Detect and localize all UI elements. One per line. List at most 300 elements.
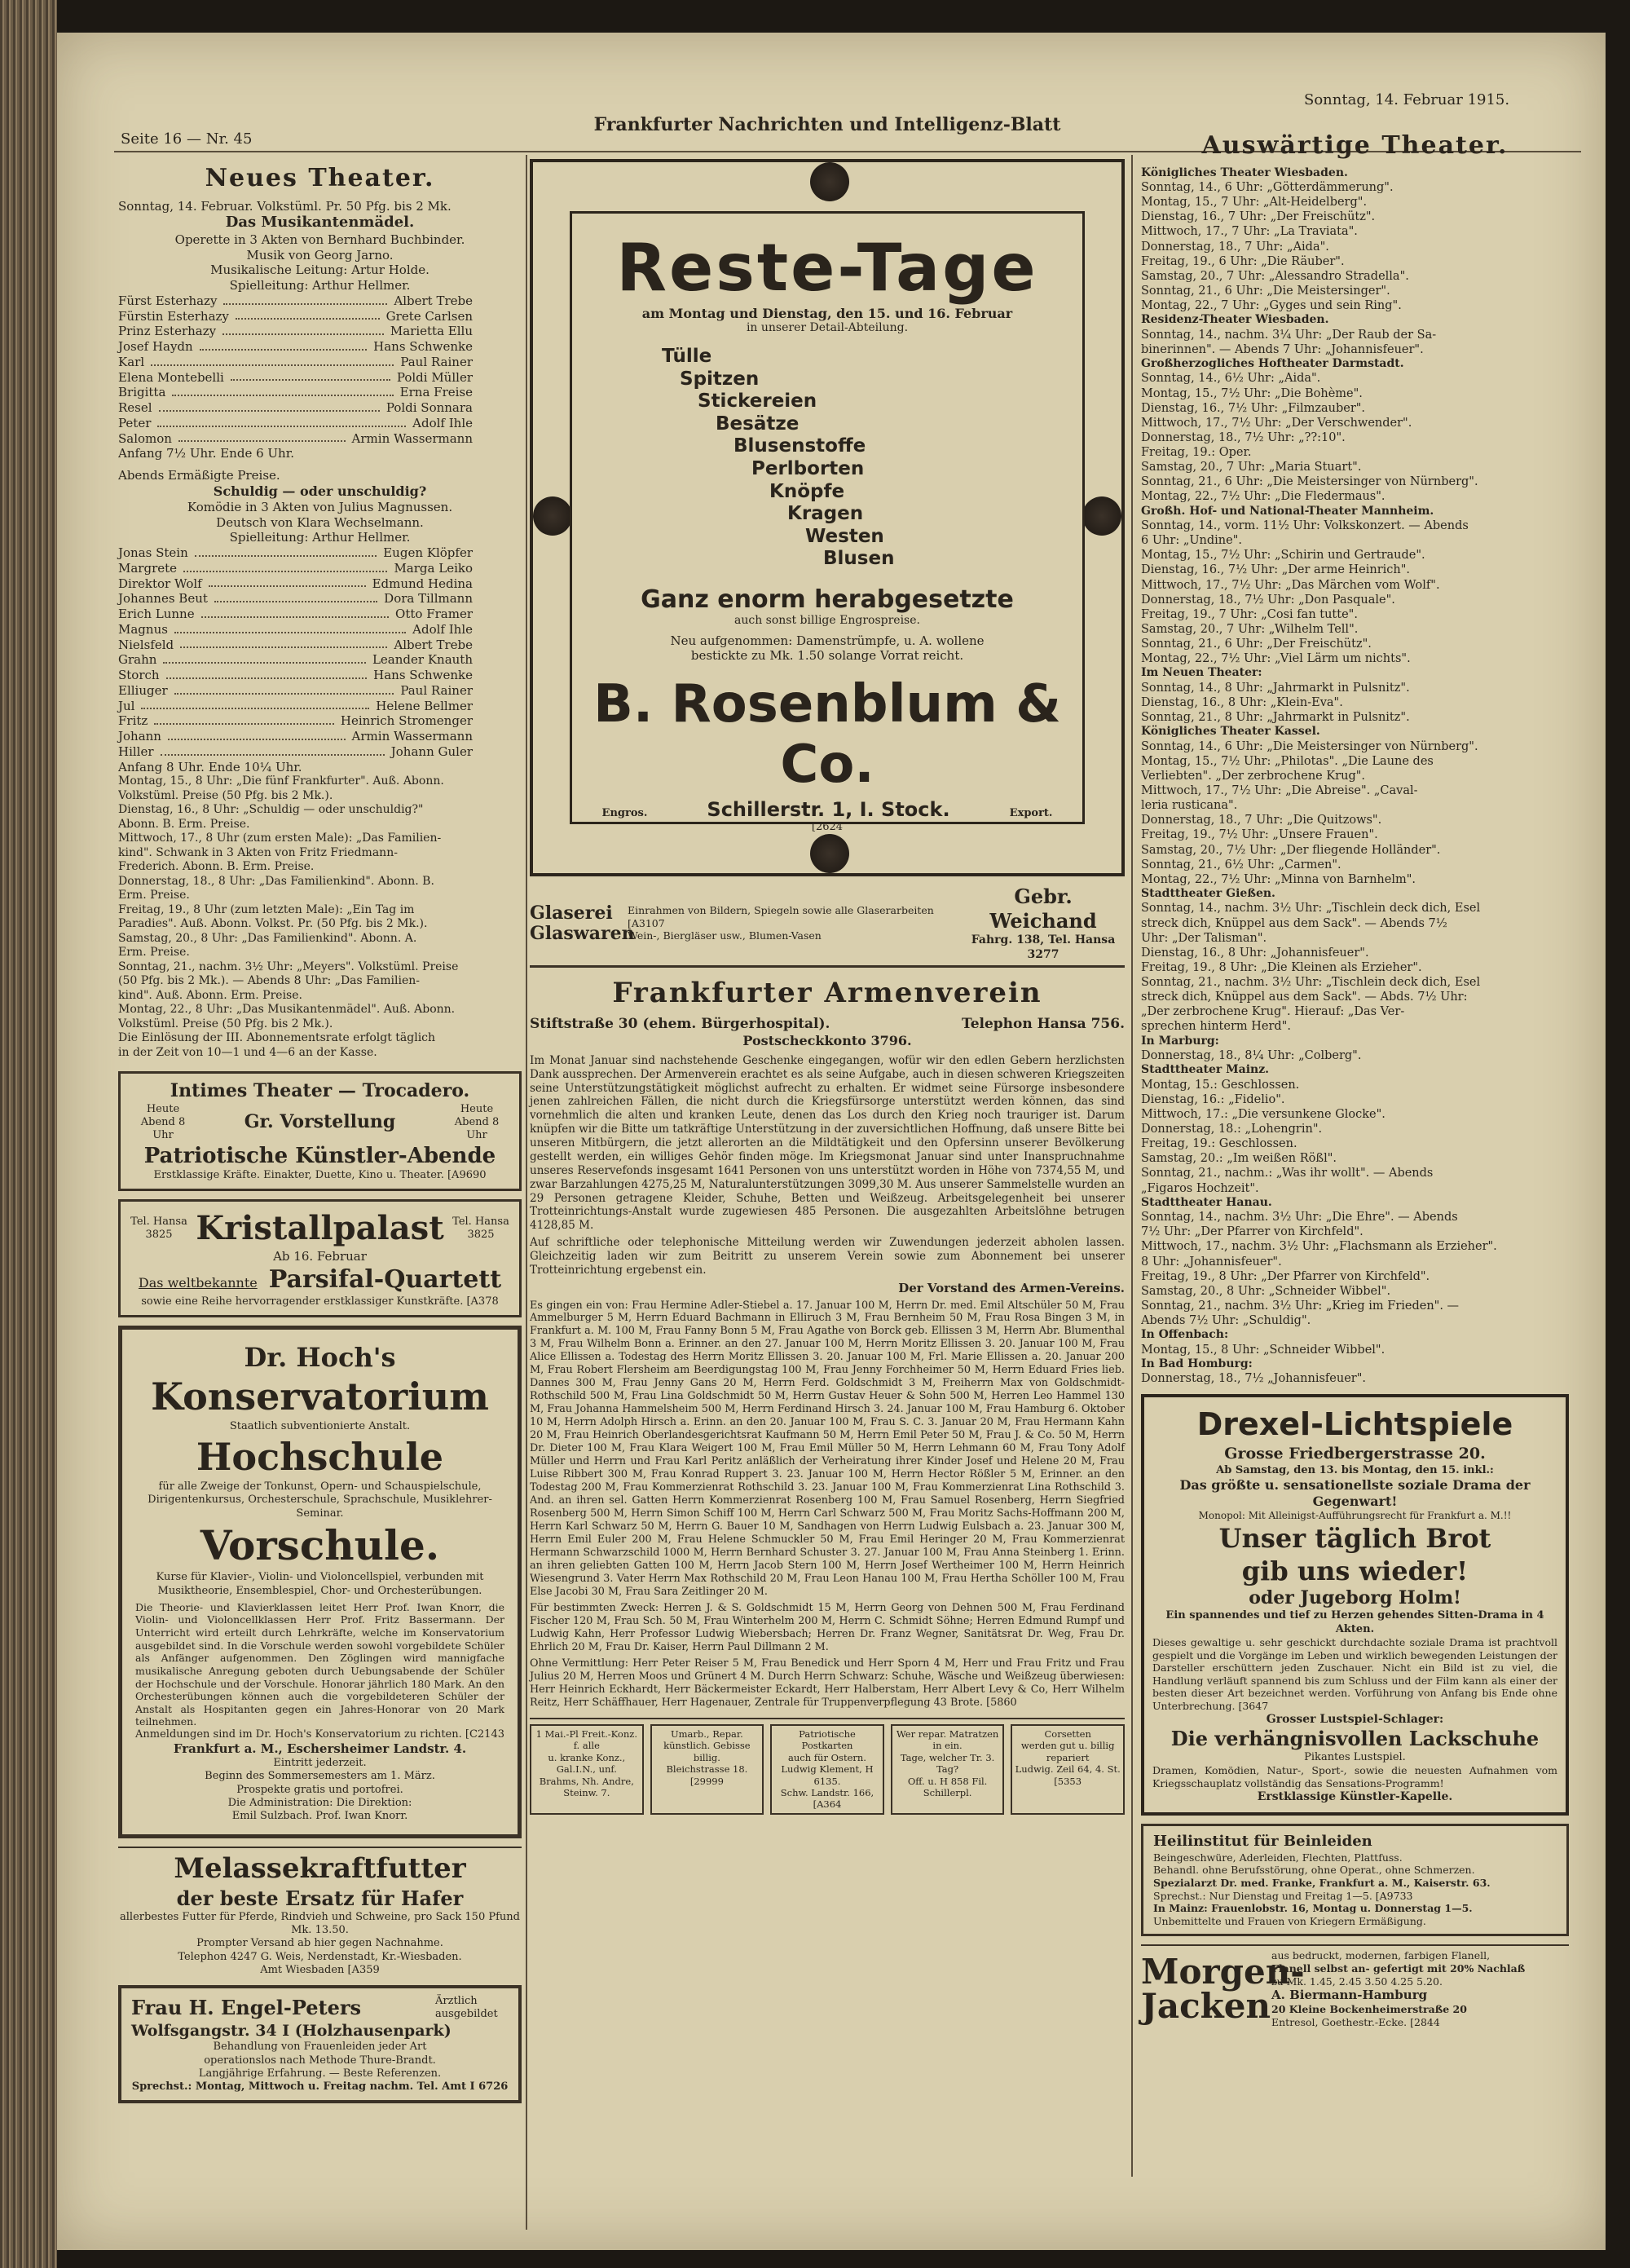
theater-section-head: Königliches Theater Wiesbaden. bbox=[1141, 165, 1348, 179]
weichand-mid2: Wein-, Biergläser usw., Blumen-Vasen bbox=[628, 929, 822, 942]
schedule-line: kind". Auß. Abonn. Erm. Preise. bbox=[118, 988, 302, 1002]
drexel-title: Drexel-Lichtspiele bbox=[1196, 1406, 1513, 1443]
cast-dots bbox=[154, 713, 334, 725]
play2-title: Schuldig — oder unschuldig? bbox=[213, 483, 427, 499]
theater-row: Mittwoch, 17., 7½ Uhr: „Das Märchen vom Wolf". bbox=[1141, 578, 1440, 592]
drexel-oder: oder Jugeborg Holm! bbox=[1249, 1586, 1461, 1608]
theater-row: Abends 7½ Uhr: „Schuldig". bbox=[1141, 1314, 1311, 1327]
goods-item: Westen bbox=[805, 525, 884, 547]
schedule-line: in der Zeit von 10—1 und 4—6 an der Kasse. bbox=[118, 1045, 377, 1059]
theater-row: 6 Uhr: „Undine". bbox=[1141, 534, 1243, 548]
cast-dots bbox=[231, 370, 390, 382]
armenverein-konto: Postscheckkonto 3796. bbox=[742, 1032, 912, 1048]
weichand-name: Gebr. Weichand bbox=[989, 885, 1097, 933]
intimes-left: Heute Abend 8 Uhr bbox=[140, 1102, 186, 1142]
drexel-lichtspiele-ad bbox=[1141, 1394, 1569, 1816]
morgen-firm: A. Biermann-Hamburg bbox=[1271, 1988, 1428, 2003]
heil-l6: Unbemittelte und Frauen von Kriegern Ermäßigung. bbox=[1153, 1914, 1426, 1927]
theater-row: Sonntag, 14., nachm. 3¼ Uhr: „Der Raub der Sa- bbox=[1141, 328, 1437, 342]
cast-role: Peter bbox=[118, 415, 152, 430]
theater-row: Montag, 15., 8 Uhr: „Schneider Wibbel". bbox=[1141, 1343, 1386, 1357]
heil-title: Heilinstitut für Beinleiden bbox=[1153, 1833, 1372, 1851]
schedule-line: Montag, 22., 8 Uhr: „Das Musikantenmädel". Auß. Abonn. bbox=[118, 1003, 456, 1017]
hoch-eintritt: Eintritt jederzeit. bbox=[273, 1757, 367, 1769]
cast-actor: Dora Tillmann bbox=[384, 591, 473, 607]
goods-item: Kragen bbox=[787, 503, 864, 525]
armenverein-title: Frankfurter Armenverein bbox=[612, 977, 1042, 1009]
drexel-film2: Die verhängnisvollen Lackschuhe bbox=[1170, 1727, 1540, 1751]
column-right bbox=[1141, 130, 1569, 2028]
cast-dots bbox=[200, 339, 367, 351]
cast-role: Storch bbox=[118, 668, 160, 682]
auswaertige-title: Auswärtige Theater. bbox=[1201, 131, 1509, 160]
hoch-adm: Die Administration: Die Direktion: bbox=[227, 1796, 412, 1809]
theater-row: Dienstag, 16.: „Fidelio". bbox=[1141, 1092, 1285, 1106]
theater-row: Samstag, 20., 7 Uhr: „Wilhelm Tell". bbox=[1141, 622, 1359, 636]
kristall-title: Kristallpalast bbox=[196, 1209, 444, 1248]
small-ad bbox=[891, 1724, 1005, 1815]
konservatorium-ad bbox=[118, 1326, 522, 1839]
small-ad-line: auch für Ostern. bbox=[788, 1751, 866, 1763]
small-ad-line: Wer repar. Matratzen in ein. bbox=[896, 1728, 999, 1752]
small-ad bbox=[530, 1724, 644, 1815]
hoch-body: Die Theorie- und Klavierklassen leitet Herr Prof. Iwan Knorr, die Violin- und Violoncellklassen Herr Prof. Fritz Bassermann. Der Unterricht wird erteilt durch Lehrkräfte, welche im Konservatorium ausgebildet sind. In die Vorschule werden sowohl vorgebildete Schüler als Anfänger aufgenommen. Den Zöglingen wird mannigfache musikalische Anregung geboten durch Uebungsabende der Schüler der Hochschule und der Vorschule. Honorar jährlich 180 Mark. An den Orchesterübungen können auch die vorgebildeteren Schüler der Anstalt als Hospitanten gegen ein Jahres-Honorar von 20 Mark teilnehmen. bbox=[135, 1600, 504, 1728]
newspaper-title: Frankfurter Nachrichten und Intelligenz-Blatt bbox=[593, 114, 1061, 135]
cast-actor: Albert Trebe bbox=[394, 293, 473, 308]
cast-role: Fritz bbox=[118, 713, 148, 729]
drexel-film1: Unser täglich Brot bbox=[1218, 1522, 1491, 1554]
cast-role: Nielsfeld bbox=[118, 637, 174, 652]
cast-role: Prinz Esterhazy bbox=[118, 324, 217, 339]
theater-row: Sonntag, 14., 6 Uhr: „Die Meistersinger von Nürnberg". bbox=[1141, 739, 1478, 753]
schedule-line: Abonn. B. Erm. Preise. bbox=[118, 817, 250, 831]
cast-actor: Albert Trebe bbox=[394, 637, 473, 652]
hoch-names: Emil Sulzbach. Prof. Iwan Knorr. bbox=[231, 1810, 408, 1822]
weichand-mid1: Einrahmen von Bildern, Spiegeln sowie alle Glaserarbeiten [A3107 bbox=[628, 904, 934, 929]
schedule-line: Freitag, 19., 8 Uhr (zum letzten Male): „Ein Tag im bbox=[118, 902, 415, 916]
hoch-hochschule: Hochschule bbox=[196, 1434, 444, 1479]
credit-line: Deutsch von Klara Wechselmann. bbox=[216, 514, 424, 530]
cast-row bbox=[118, 385, 473, 400]
cast-dots bbox=[209, 576, 366, 588]
theater-row: streck dich, Knüppel aus dem Sack". — Abds. 7½ Uhr: bbox=[1141, 991, 1468, 1004]
goods-item: Blusen bbox=[823, 548, 895, 570]
theater-row: Mittwoch, 17., nachm. 3½ Uhr: „Flachsmann als Erzieher". bbox=[1141, 1240, 1497, 1254]
melasse-l2: Telephon 4247 G. Weis, Nerdenstadt, Kr.-Wiesbaden. bbox=[178, 1950, 462, 1963]
cast-role: Johannes Beut bbox=[118, 591, 208, 607]
hoch-prosp: Prospekte gratis und portofrei. bbox=[236, 1783, 403, 1796]
cast-actor: Helene Bellmer bbox=[376, 698, 473, 713]
cast-row bbox=[118, 324, 473, 339]
drexel-monopol: Monopol: Mit Alleinigst-Aufführungsrecht für Frankfurt a. M.!! bbox=[1198, 1509, 1512, 1521]
cast-role: Elliuger bbox=[118, 682, 168, 698]
play2-credits bbox=[118, 500, 522, 545]
cast-role: Hiller bbox=[118, 743, 154, 759]
theater-section-head: Im Neuen Theater: bbox=[1141, 666, 1262, 680]
theater-row: Samstag, 20.: „Im weißen Rößl". bbox=[1141, 1152, 1337, 1166]
theater-row: Verliebten". „Der zerbrochene Krug". bbox=[1141, 769, 1366, 783]
kristall-big: Parsifal-Quartett bbox=[268, 1265, 502, 1294]
schedule-line: Erm. Preise. bbox=[118, 889, 190, 902]
theater-row: Freitag, 19., 8 Uhr: „Der Pfarrer von Kirchfeld". bbox=[1141, 1269, 1430, 1283]
cast-row bbox=[118, 339, 473, 355]
cast-row bbox=[118, 355, 473, 370]
cast-actor: Armin Wassermann bbox=[351, 729, 473, 743]
drexel-desc3: Dramen, Komödien, Natur-, Sport-, sowie die neuesten Aufnahmen vom Kriegsschauplatz vollständig das Sensations-Programm! bbox=[1152, 1764, 1557, 1789]
cast-actor: Hans Schwenke bbox=[373, 339, 473, 354]
intimes-foot: Erstklassige Kräfte. Einakter, Duette, Kino u. Theater. [A9690 bbox=[153, 1169, 487, 1181]
drexel-dates: Ab Samstag, den 13. bis Montag, den 15. inkl.: bbox=[1216, 1463, 1494, 1476]
credit-line: Musikalische Leitung: Artur Holde. bbox=[210, 263, 430, 278]
cast-actor: Erna Freise bbox=[399, 385, 473, 400]
cast-actor: Eugen Klöpfer bbox=[383, 545, 473, 560]
cast-row bbox=[118, 638, 473, 653]
theater-row: Freitag, 19.: Oper. bbox=[1141, 446, 1252, 459]
column-rule-2 bbox=[1131, 155, 1133, 2177]
melasse-sub: der beste Ersatz für Hafer bbox=[176, 1886, 464, 1910]
theater-section-head: Königliches Theater Kassel. bbox=[1141, 725, 1320, 739]
drexel-film2b: Pikantes Lustspiel. bbox=[1304, 1751, 1406, 1764]
morgenjacken-ad bbox=[1141, 1944, 1569, 2028]
cast-row bbox=[118, 400, 473, 416]
reste-sub3: auch sonst billige Engrospreise. bbox=[734, 613, 920, 627]
theater-row: „Der zerbrochene Krug". Hierauf: „Das Ver- bbox=[1141, 1005, 1405, 1019]
cast-dots bbox=[201, 607, 389, 618]
theater-row: 7½ Uhr: „Der Pfarrer von Kirchfeld". bbox=[1141, 1225, 1363, 1239]
decor-dot-left bbox=[533, 496, 572, 536]
hoch-sub: Staatlich subventionierte Anstalt. bbox=[229, 1420, 411, 1433]
hoch-anm: Anmeldungen sind im Dr. Hoch's Konservatorium zu richten. [C2143 bbox=[135, 1728, 504, 1741]
reste-goods-list bbox=[572, 346, 1082, 571]
heil-l5: In Mainz: Frauenlobstr. 16, Montag u. Donnerstag 1—5. bbox=[1153, 1902, 1473, 1915]
small-ad-line: u. kranke Konz., Gal.I.N., unf. bbox=[548, 1751, 626, 1776]
cast-actor: Otto Framer bbox=[395, 607, 473, 621]
schedule-line: (50 Pfg. bis 2 Mk.). — Abends 8 Uhr: „Das Familien- bbox=[118, 974, 421, 988]
date-line: Sonntag, 14. Februar. Volkstüml. Pr. 50 Pfg. bis 2 Mk. bbox=[118, 198, 452, 214]
cast-actor: Poldi Sonnara bbox=[385, 400, 473, 415]
cast-role: Erich Lunne bbox=[118, 607, 195, 621]
cast-row bbox=[118, 370, 473, 386]
cast-row bbox=[118, 652, 473, 668]
small-ad bbox=[1011, 1724, 1125, 1815]
column-middle bbox=[530, 885, 1125, 1815]
schedule-line: Samstag, 20., 8 Uhr: „Das Familienkind". Abonn. A. bbox=[118, 931, 417, 945]
theater-row: Sonntag, 21., 6½ Uhr: „Carmen". bbox=[1141, 858, 1341, 871]
morgen-l1: aus bedruckt, modernen, farbigen Flanell, bbox=[1271, 1949, 1491, 1962]
theater-row: Mittwoch, 17., 7 Uhr: „La Traviata". bbox=[1141, 225, 1358, 239]
theater-row: Dienstag, 16., 8 Uhr: „Johannisfeuer". bbox=[1141, 946, 1369, 960]
weichand-left2: Glaswaren bbox=[530, 922, 635, 944]
cast-row bbox=[118, 607, 473, 622]
theater-row: Dienstag, 16., 7 Uhr: „Der Freischütz". bbox=[1141, 210, 1376, 224]
reste-export: Export. bbox=[1009, 806, 1053, 819]
decor-dot-top bbox=[810, 162, 849, 201]
theater-row: Sonntag, 14., 6 Uhr: „Götterdämmerung". bbox=[1141, 181, 1394, 194]
theater-row: Montag, 15., 7½ Uhr: „Schirin und Gertraude". bbox=[1141, 549, 1425, 563]
cast-actor: Grete Carlsen bbox=[385, 308, 473, 324]
intimes-title: Intimes Theater — Trocadero. bbox=[170, 1080, 470, 1102]
theater-row: Sonntag, 14., nachm. 3½ Uhr: „Tischlein deck dich, Esel bbox=[1141, 902, 1481, 916]
theater-row: Freitag, 19., 6 Uhr: „Die Räuber". bbox=[1141, 254, 1345, 268]
theater-row: Freitag, 19., 7 Uhr: „Cosi fan tutte". bbox=[1141, 607, 1358, 621]
cast-role: Jonas Stein bbox=[118, 545, 188, 560]
weichand-left1: Glaserei bbox=[530, 902, 613, 924]
heil-l1: Beingeschwüre, Aderleiden, Flechten, Plattfuss. bbox=[1153, 1851, 1403, 1864]
theater-row: Montag, 22., 7 Uhr: „Gyges und sein Ring". bbox=[1141, 299, 1402, 312]
small-ad-line: 1 Mai.-Pl Freit.-Konz. f. alle bbox=[535, 1728, 637, 1752]
goods-item: Spitzen bbox=[680, 368, 760, 390]
decor-dot-right bbox=[1082, 496, 1121, 536]
hoch-title: Konservatorium bbox=[151, 1374, 489, 1419]
cast-row bbox=[118, 416, 473, 431]
theater-row: Samstag, 20., 7 Uhr: „Alessandro Stradella". bbox=[1141, 269, 1409, 283]
cast-actor: Paul Rainer bbox=[400, 354, 473, 369]
hoch-hs-text: für alle Zweige der Tonkunst, Opern- und Schauspielschule, Dirigentenkursus, Orchesterschule, Sprachschule, Musiklehrer-Seminar. bbox=[148, 1480, 492, 1520]
cast-row bbox=[118, 576, 473, 592]
schedule-line: Sonntag, 21., nachm. 3½ Uhr: „Meyers". Volkstüml. Preise bbox=[118, 960, 459, 973]
theater-row: Sonntag, 21., nachm. 3½ Uhr: „Krieg im Frieden". — bbox=[1141, 1299, 1460, 1313]
kristall-tel-left: Tel. Hansa 3825 bbox=[130, 1216, 187, 1242]
cast-row bbox=[118, 713, 473, 729]
cast-row bbox=[118, 591, 473, 607]
theater-row: Dienstag, 16., 7½ Uhr: „Filmzauber". bbox=[1141, 401, 1366, 415]
weichand-addr: Fahrg. 138, Tel. Hansa 3277 bbox=[971, 933, 1116, 961]
small-ad bbox=[770, 1724, 884, 1815]
hoch-vorschule: Vorschule. bbox=[200, 1520, 440, 1569]
reste-code: [2624 bbox=[811, 820, 844, 833]
goods-item: Blusenstoffe bbox=[734, 435, 866, 457]
cast-role: Direktor Wolf bbox=[118, 576, 202, 591]
cast-dots bbox=[151, 355, 394, 366]
cast-dots bbox=[172, 385, 393, 396]
theater-row: Montag, 15.: Geschlossen. bbox=[1141, 1078, 1300, 1092]
theater-row: Sonntag, 14., vorm. 11½ Uhr: Volkskonzert. — Abends bbox=[1141, 519, 1469, 532]
cast-list-1 bbox=[118, 293, 522, 447]
drexel-drama: Das größte u. sensationellste soziale Drama der Gegenwart! bbox=[1179, 1476, 1531, 1509]
theater-row: Mittwoch, 17.: „Die versunkene Glocke". bbox=[1141, 1107, 1386, 1121]
cast-actor: Adolf Ihle bbox=[412, 621, 473, 637]
heilinstitut-ad bbox=[1141, 1824, 1569, 1936]
theater-row: Sonntag, 21., nachm.: „Was ihr wollt". — Abends bbox=[1141, 1167, 1434, 1180]
cast-dots bbox=[159, 400, 380, 412]
schedule-line: Donnerstag, 18., 8 Uhr: „Das Familienkind". Abonn. B. bbox=[118, 874, 434, 888]
reste-engros: Engros. bbox=[601, 806, 648, 819]
intimes-right: Heute Abend 8 Uhr bbox=[454, 1102, 500, 1142]
theater-row: Montag, 22., 7½ Uhr: „Minna von Barnhelm". bbox=[1141, 872, 1416, 886]
theater-row: Sonntag, 21., 6 Uhr: „Die Meistersinger von Nürnberg". bbox=[1141, 475, 1478, 489]
engel-addr: Wolfsgangstr. 34 I (Holzhausenpark) bbox=[131, 2021, 452, 2040]
cast-list-2 bbox=[118, 545, 522, 760]
cast-dots bbox=[161, 744, 385, 756]
goods-item: Tülle bbox=[662, 346, 712, 367]
reste-title: Reste-Tage bbox=[616, 230, 1038, 306]
engel-t1: Behandlung von Frauenleiden jeder Art bbox=[213, 2041, 427, 2054]
reste-neu2: bestickte zu Mk. 1.50 solange Vorrat reicht. bbox=[690, 647, 964, 663]
small-ad-line: Umarb., Repar. bbox=[670, 1728, 743, 1741]
credit-line: Spielleitung: Arthur Hellmer. bbox=[229, 530, 411, 545]
cast-actor: Poldi Müller bbox=[396, 369, 473, 385]
cast-row bbox=[118, 309, 473, 324]
theater-section-head: Residenz-Theater Wiesbaden. bbox=[1141, 313, 1329, 327]
cast-role: Margrete bbox=[118, 560, 178, 576]
abends-line: Abends Ermäßigte Preise. bbox=[118, 468, 280, 483]
armenverein-signature: Der Vorstand des Armen-Vereins. bbox=[898, 1280, 1125, 1295]
heil-l4: Sprechst.: Nur Dienstag und Freitag 1—5. [A9733 bbox=[1153, 1889, 1413, 1902]
decor-dot-bottom bbox=[810, 834, 849, 873]
reste-sub2: in unserer Detail-Abteilung. bbox=[746, 321, 909, 334]
theater-row: Mittwoch, 17., 7½ Uhr: „Der Verschwender". bbox=[1141, 416, 1412, 430]
cast-dots bbox=[166, 668, 368, 679]
cast-role: Elena Montebelli bbox=[118, 369, 224, 385]
cast-row bbox=[118, 744, 473, 760]
kristall-foot: sowie eine Reihe hervorragender erstklassiger Kunstkräfte. [A378 bbox=[141, 1295, 499, 1308]
armenverein-tel: Telephon Hansa 756. bbox=[962, 1015, 1125, 1032]
cast-row bbox=[118, 622, 473, 638]
cast-actor: Marga Leiko bbox=[394, 560, 473, 576]
drexel-film1b: gib uns wieder! bbox=[1241, 1555, 1469, 1586]
goods-item: Perlborten bbox=[751, 457, 865, 479]
drexel-schlager: Grosser Lustspiel-Schlager: bbox=[1266, 1712, 1444, 1726]
theater-row: Donnerstag, 18., 7 Uhr: „Die Quitzows". bbox=[1141, 814, 1382, 827]
cast-actor: Hans Schwenke bbox=[373, 668, 473, 682]
theater-row: Donnerstag, 18., 8¼ Uhr: „Colberg". bbox=[1141, 1049, 1362, 1062]
theater-row: Donnerstag, 18., 7 Uhr: „Aida". bbox=[1141, 240, 1329, 254]
credit-line: Komödie in 3 Akten von Julius Magnussen. bbox=[187, 499, 453, 514]
schedule-line: Volkstüml. Preise (50 Pfg. bis 2 Mk.). bbox=[118, 1017, 333, 1030]
cast-role: Magnus bbox=[118, 621, 168, 637]
cast-dots bbox=[157, 416, 406, 427]
cast-role: Johann bbox=[118, 729, 161, 743]
theater-row: Freitag, 19., 7½ Uhr: „Unsere Frauen". bbox=[1141, 828, 1378, 842]
morgen-l3: zu Mk. 1.45, 2.45 3.50 4.25 5.20. bbox=[1271, 1975, 1443, 1988]
theater-section-head: Stadttheater Mainz. bbox=[1141, 1063, 1270, 1077]
theater-row: Donnerstag, 18., 7½ Uhr: „Don Pasquale". bbox=[1141, 593, 1395, 607]
theater-section-head: In Bad Homburg: bbox=[1141, 1357, 1253, 1370]
issue-date: Sonntag, 14. Februar 1915. bbox=[1304, 91, 1510, 108]
engel-name: Frau H. Engel-Peters bbox=[131, 1996, 362, 2020]
goods-item: Stickereien bbox=[698, 391, 817, 413]
cast-actor: Adolf Ihle bbox=[412, 415, 473, 430]
reste-inner-frame bbox=[570, 211, 1085, 833]
schedule-line: Paradies". Auß. Abonn. Volkst. Pr. (50 Pfg. bis 2 Mk.). bbox=[118, 917, 428, 931]
armenverein-ohne: Ohne Vermittlung: Herr Peter Reiser 5 M, Frau Benedick und Herr Sporn 4 M, Herr und Frau Fritz und Frau Julius 20 M, Herren Moos und Grünert 4 M. Durch Herrn Schwarz: Schuhe, Wäsche und Weißzeug überwiesen: Herr Heinrich Eckhardt, Herr Bäckermeister Eckardt, Herr Halberstam, Herr Albert Levy & Co, Herr Wilhelm Reitz, Herr Schäffhauer, Herr Hagenauer, Zentrale für Truppenverpflegung 43 Brote. [5860 bbox=[530, 1657, 1125, 1710]
schedule-line: Volkstüml. Preise (50 Pfg. bis 2 Mk.). bbox=[118, 788, 333, 802]
cast-row bbox=[118, 668, 473, 683]
theater-section-head: Großh. Hof- und National-Theater Mannheim. bbox=[1141, 504, 1434, 518]
engel-t2: operationslos nach Methode Thure-Brandt. bbox=[204, 2054, 436, 2067]
cast-dots bbox=[168, 729, 346, 740]
hoch-addr: Frankfurt a. M., Eschersheimer Landstr. 4. bbox=[173, 1741, 467, 1757]
engel-side: Ärztlich ausgebildet bbox=[435, 1995, 498, 2021]
small-ad-line: Ludwig Klement, H 6135. bbox=[781, 1763, 874, 1787]
hoch-beginn: Beginn des Sommersemesters am 1. März. bbox=[205, 1770, 435, 1783]
small-ad-line: Brahms, Nh. Andre, Steinw. 7. bbox=[539, 1775, 634, 1798]
credit-line: Operette in 3 Akten von Bernhard Buchbinder. bbox=[174, 232, 465, 247]
cast-dots bbox=[236, 309, 380, 320]
armenverein-intro2: Auf schriftliche oder telephonische Mitteilung werden wir Zuwendungen jederzeit abholen lassen. Gleichzeitig laden wir zum Beitritt zu unserem Verein sowie zum Abonnement bei unserer Trotteinrichtung ergebenst ein. bbox=[530, 1236, 1125, 1277]
drexel-kapelle: Erstklassige Künstler-Kapelle. bbox=[1257, 1789, 1453, 1803]
cast-row bbox=[118, 545, 473, 561]
cast-dots bbox=[222, 324, 384, 335]
theater-row: binerinnen". — Abends 7 Uhr: „Johannisfeuer". bbox=[1141, 342, 1424, 356]
engel-t3: Langjährige Erfahrung. — Beste Referenzen. bbox=[198, 2067, 442, 2080]
cast-role: Salomon bbox=[118, 430, 172, 446]
drexel-addr: Grosse Friedbergerstrasse 20. bbox=[1224, 1444, 1486, 1463]
cast-role: Fürstin Esterhazy bbox=[118, 308, 229, 324]
theater-row: Dienstag, 16., 8 Uhr: „Klein-Eva". bbox=[1141, 695, 1343, 709]
cast-actor: Heinrich Stromenger bbox=[340, 713, 473, 729]
cast-role: Josef Haydn bbox=[118, 339, 193, 354]
play1-credits bbox=[118, 232, 522, 293]
heil-l2: Behandl. ohne Berufsstörung, ohne Operat., ohne Schmerzen. bbox=[1153, 1864, 1475, 1877]
schedule-line: Frederich. Abonn. B. Erm. Preise. bbox=[118, 860, 315, 874]
morgen-big2: Jacken bbox=[1141, 1985, 1271, 2026]
cast-row bbox=[118, 431, 473, 447]
theater-row: Samstag, 20., 7½ Uhr: „Der fliegende Holländer". bbox=[1141, 843, 1441, 857]
melasse-title: Melassekraftfutter bbox=[174, 1852, 466, 1886]
intimes-big: Patriotische Künstler-Abende bbox=[143, 1143, 496, 1168]
kristall-left: Das weltbekannte bbox=[138, 1275, 258, 1291]
cast-row bbox=[118, 729, 473, 744]
auswaertige-listings bbox=[1141, 166, 1569, 1387]
cast-role: Brigitta bbox=[118, 385, 166, 400]
column-left bbox=[118, 163, 522, 2111]
small-ad bbox=[650, 1724, 764, 1815]
armenverein-intro: Im Monat Januar sind nachstehende Geschenke eingegangen, wofür wir den edlen Gebern herzlichsten Dank aussprechen. Der Armenverein erachtet es als seine Aufgabe, auch in diesen schweren Kriegszeiten seine Unterstützungstätigkeit möglichst aufrecht zu erhalten. Er widmet seine Fürsorge insbesondere jenen zahlreichen Fällen, die nicht durch die Kriegsfürsorge unterstützt werden können, das sind vornehmlich die alten und kranken Leute, denen das Los durch den Krieg noch trauriger ist. Darum knüpfen wir die Bitte um tatkräftige Unterstützung in der zuversichtlichen Hoffnung, daß unsere Bitte bei unseren Mitbürgern, die jetzt allerorten an die Mildtätigkeit und den Opfersinn unserer Bevölkerung gestellt werden, ein williges Gehör finden möge. Im Kriegsmonat Januar sind unter Inanspruchnahme unseres Reservefonds insgesamt 1641 Personen von uns unterstützt worden in Höhe von 7374,55 M, und zwar Barzahlungen 4275,25 M, Naturalunterstützungen 3099,30 M. Aus unserer Sammelstelle wurden an 29 Personen getragene Kleider, Schuhe, Betten und Weißzeug. Arbeitsgelegenheit bei unserer Trotteinrichtungs-Anstalt wurde zugewiesen 485 Personen. Die ausgezahlten Arbeitslöhne betrugen 4128,85 M. bbox=[530, 1053, 1125, 1233]
reste-firm: B. Rosenblum & Co. bbox=[593, 673, 1061, 795]
cast-dots bbox=[174, 622, 406, 633]
theater-row: streck dich, Knüppel aus dem Sack". — Abends 7½ bbox=[1141, 916, 1447, 930]
theater-row: „Figaros Hochzeit". bbox=[1141, 1181, 1259, 1195]
melasse-l1: Prompter Versand ab hier gegen Nachnahme. bbox=[196, 1937, 443, 1950]
small-ad-line: Schw. Landstr. 166, [A364 bbox=[780, 1786, 874, 1811]
theater-row: Montag, 22., 7½ Uhr: „Viel Lärm um nichts". bbox=[1141, 652, 1411, 666]
cast-dots bbox=[195, 545, 377, 557]
theater-row: Donnerstag, 18., 7½ „Johannisfeuer". bbox=[1141, 1372, 1366, 1386]
cast-role: Karl bbox=[118, 354, 145, 369]
cast-role: Resel bbox=[118, 400, 152, 415]
schedule-line: Montag, 15., 8 Uhr: „Die fünf Frankfurter". Auß. Abonn. bbox=[118, 774, 444, 788]
theater-row: Dienstag, 16., 7½ Uhr: „Der arme Heinrich". bbox=[1141, 563, 1411, 577]
hoch-name: Dr. Hoch's bbox=[244, 1341, 396, 1373]
armenverein-gifts: Es gingen ein von: Frau Hermine Adler-Stiebel a. 17. Januar 100 M, Herrn Dr. med. Emil Altschüler 50 M, Frau Ammelburger 5 M, Herrn Eduard Bachmann in Elliruch 3 M, Frau Bernheim 50 M, Frau Rosa Bingen 3 M, in Frankfurt a. M. 100 M, Frau Fanny Bonn 5 M, Frau Agathe von Borck geb. Ellissen 3 M, Herrn Abr. Blumenthal 3 M, Frau Wilhelm Bonn a. Erinner. an den 27. Januar 100 M, Herrn Moritz Ellissen 3. 20. Januar 100 M, Frau Alice Ellissen a. Todestag des Herrn Moritz Ellissen 3. 20. Januar 100 M, Frl. Marie Ellissen a. 20. Januar 200 M, Frau Robert Flersheim am Beerdigungstag 100 M, Frau Jenny Forchheimer 50 M, Herrn Eduard Fries lieb. Dannes 300 M, Frau Jenny Gans 20 M, Herrn Ferd. Goldschmidt 3 M, Freiherrn Max von Goldschmidt-Rothschild 500 M, Frau Lina Goldschmidt 50 M, Herrn Gustav Heuer & Sohn 500 M, Herren Leo Hammel 130 M, Frau Johanna Hammelsheim 500 M, Herrn Ferdinand Hirsch 3. 24. Januar 100 M, Frau Hamburg 6. Oktober 10 M, Herrn Adolph Hirsch a. Erinn. an den 20. Januar 100 M, Frau S. C. 3. Januar 20 M, Frau Hermann Kahn 20 M, Frau Heinrich Oberlandesgerichtsrat Kaufmann 50 M, Herrn Emil Peter 50 M, Frau J. & Co. 50 M, Herrn Dr. Dieter 100 M, Frau Klara Weigert 100 M, Frau Emil Müller 50 M, Herrn Lehmann 60 M, Frau Tony Adolf Müller und Herrn und Frau Karl Peritz anläßlich der Verheiratung ihrer Kinder Josef und Helene 20 M, Frau Luise Ribbert 300 M, Frau Konrad Ruppert 3. 23. Januar 100 M, Herrn Hector Rößler 5 M, Erinner. an den Todestag 200 M, Frau Kommerzienrat Rothschild 3. 23. Januar 100 M, Frau Kommerzienrat Lina Rothschild 3. And. an ihren sel. Gatten Herrn Kommerzienrat Rosenberg 100 M, Frau Samuel Rosenberg, Herrn Siegfried Rosenberg 500 M, Herrn Simon Schiff 100 M, Herrn Carl Schwarz 500 M, Frau Moritz Sachs-Hoffmann 200 M, Herrn Karl Schwarz 50 M, Herrn G. Bauer 10 M, Sandhagen von Herrn Ludwig Eulsbach a. 23. Januar 300 M, Herrn Emil Euler 200 M, Frau Helene Schmuckler 50 M, Frau Emil Heringer 20 M, Frau Kommerzienrat Hermann Schwarzschild 1000 M, Herrn Bernhard Schuster 3. 27. Januar 100 M, Frau Anna Steinberg 1. Erinn. an ihren geliebten Gatten 100 M, Herrn Jacob Stern 100 M, Herrn Josef Wertheimer 100 M, Herrn Heinrich Wiesengrund 3. Vater Herrn Max Rothschild 20 M, Frau Leon Hanau 100 M, Frau Hertha Schöller 100 M, Frau Else Jacobi 30 M, Frau Sara Zeitlinger 20 M. bbox=[530, 1299, 1125, 1599]
hoch-vs-text: Kurse für Klavier-, Violin- und Violoncellspiel, verbunden mit Musiktheorie, Ensemblespiel, Chor- und Orchesterübungen. bbox=[156, 1571, 484, 1597]
morgen-addr: 20 Kleine Bockenheimerstraße 20 bbox=[1271, 2003, 1467, 2015]
column-rule-1 bbox=[526, 155, 527, 2230]
reste-big: Ganz enorm herabgesetzte bbox=[641, 585, 1014, 614]
small-ad-line: Off. u. H 858 Fil. Schillerpl. bbox=[907, 1775, 988, 1798]
cast-dots bbox=[174, 683, 394, 695]
cast-actor: Paul Rainer bbox=[400, 682, 473, 698]
theater-row: Samstag, 20., 8 Uhr: „Schneider Wibbel". bbox=[1141, 1284, 1391, 1298]
cast-actor: Marietta Ellu bbox=[390, 324, 473, 339]
theater-row: Uhr: „Der Talisman". bbox=[1141, 931, 1267, 945]
weekly-schedule bbox=[118, 774, 522, 1060]
drexel-desc2: Dieses gewaltige u. sehr geschickt durchdachte soziale Drama ist prachtvoll gespielt und die Vorgänge im Leben und wirklich bewegenden Leistungen der Darsteller erschüttern jeden Zuschauer. Nicht ein Bild ist zu viel, die Handlung verläuft spannend bis zum Schluss und der Film kann als einer der besten dieser Art bezeichnet werden. Vorführung von Anfang bis Ende ohne Unterbrechung. [3647 bbox=[1152, 1635, 1557, 1712]
melasse-text: allerbestes Futter für Pferde, Rindvieh und Schweine, pro Sack 150 Pfund Mk. 13.50. bbox=[120, 1910, 520, 1936]
theater-row: Montag, 15., 7½ Uhr: „Philotas". „Die Laune des bbox=[1141, 754, 1434, 768]
morgen-big1: Morgen- bbox=[1141, 1951, 1305, 1992]
small-ad-line: Patriotische Postkarten bbox=[799, 1728, 856, 1752]
engel-t4: Sprechst.: Montag, Mittwoch u. Freitag nachm. Tel. Amt I 6726 bbox=[131, 2080, 509, 2093]
theater-row: Sonntag, 21., 6 Uhr: „Der Freischütz". bbox=[1141, 638, 1372, 651]
cast-dots bbox=[223, 293, 387, 305]
cast-dots bbox=[178, 431, 346, 443]
cast-dots bbox=[163, 652, 366, 664]
armenverein-addr: Stiftstraße 30 (ehem. Bürgerhospital). bbox=[530, 1015, 830, 1032]
melasse-ad bbox=[118, 1847, 522, 1977]
small-ad-line: Tage, welcher Tr. 3. Tag? bbox=[900, 1751, 995, 1776]
